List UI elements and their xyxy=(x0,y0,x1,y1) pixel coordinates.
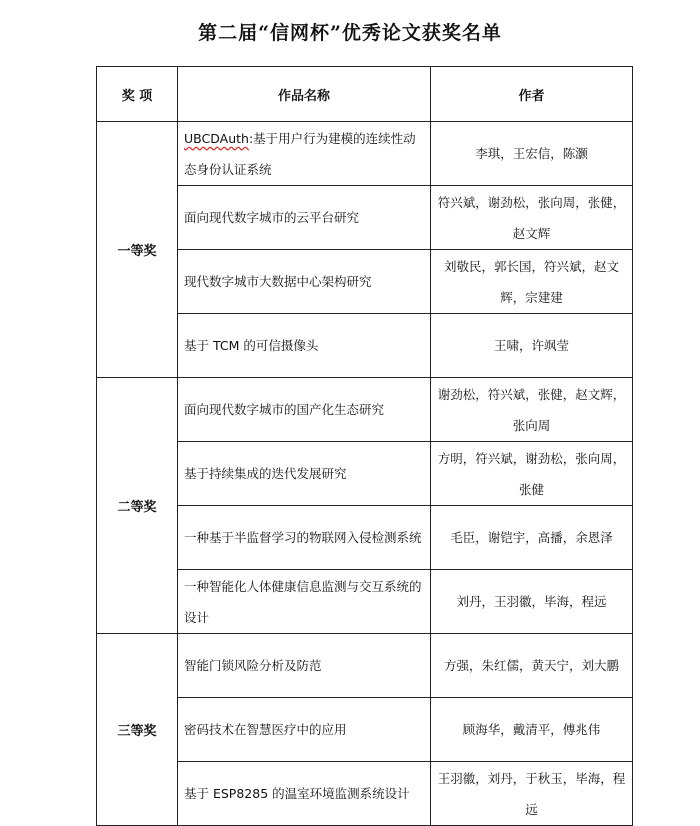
work-title-rest: :基于用户行为建模的连续性动态身份认证系统 xyxy=(184,130,416,177)
table-row xyxy=(97,442,633,506)
table-row xyxy=(97,634,633,698)
work-authors: 李琪，王宏信，陈灏 xyxy=(431,122,633,186)
work-title: 基于持续集成的迭代发展研究 xyxy=(178,442,431,506)
work-title-prefix: UBCDAuth xyxy=(184,130,249,146)
page-title: 第二届“信网杯”优秀论文获奖名单 xyxy=(198,22,502,44)
awards-table xyxy=(96,66,633,826)
table-row xyxy=(97,122,633,186)
work-authors: 王啸，许飒莹 xyxy=(431,314,633,378)
work-authors: 方明，符兴斌，谢劲松，张向周，张健 xyxy=(431,442,633,506)
table-row xyxy=(97,570,633,634)
work-title: 基于 ESP8285 的温室环境监测系统设计 xyxy=(178,762,431,826)
work-title xyxy=(178,122,431,186)
work-title: 面向现代数字城市的云平台研究 xyxy=(178,186,431,250)
work-title: 基于 TCM 的可信摄像头 xyxy=(178,314,431,378)
table-row xyxy=(97,698,633,762)
table-header-row xyxy=(97,67,633,122)
work-authors: 谢劲松，符兴斌，张健，赵文辉，张向周 xyxy=(431,378,633,442)
award-level-first: 一等奖 xyxy=(97,122,178,378)
work-authors: 王羽徽，刘丹，于秋玉，毕海，程远 xyxy=(431,762,633,826)
work-title: 密码技术在智慧医疗中的应用 xyxy=(178,698,431,762)
header-award: 奖 项 xyxy=(97,67,178,122)
work-authors: 刘敬民，郭长国，符兴斌，赵文辉，宗建建 xyxy=(431,250,633,314)
header-work: 作品名称 xyxy=(178,67,431,122)
award-level-third: 三等奖 xyxy=(97,634,178,826)
work-authors: 方强，朱红儒，黄天宁，刘大鹏 xyxy=(431,634,633,698)
table-row xyxy=(97,314,633,378)
table-row xyxy=(97,506,633,570)
work-authors: 顾海华，戴清平，傅兆伟 xyxy=(431,698,633,762)
header-authors: 作者 xyxy=(431,67,633,122)
work-title: 一种基于半监督学习的物联网入侵检测系统 xyxy=(178,506,431,570)
table-row xyxy=(97,186,633,250)
work-authors: 符兴斌，谢劲松，张向周，张健，赵文辉 xyxy=(431,186,633,250)
work-title: 现代数字城市大数据中心架构研究 xyxy=(178,250,431,314)
work-title: 一种智能化人体健康信息监测与交互系统的设计 xyxy=(178,570,431,634)
work-authors: 刘丹，王羽徽，毕海，程远 xyxy=(431,570,633,634)
award-level-second: 二等奖 xyxy=(97,378,178,634)
table-row xyxy=(97,250,633,314)
work-title: 智能门锁风险分析及防范 xyxy=(178,634,431,698)
work-authors: 毛臣，谢铠宇，高播，余恩泽 xyxy=(431,506,633,570)
table-row xyxy=(97,378,633,442)
work-title: 面向现代数字城市的国产化生态研究 xyxy=(178,378,431,442)
table-row xyxy=(97,762,633,826)
